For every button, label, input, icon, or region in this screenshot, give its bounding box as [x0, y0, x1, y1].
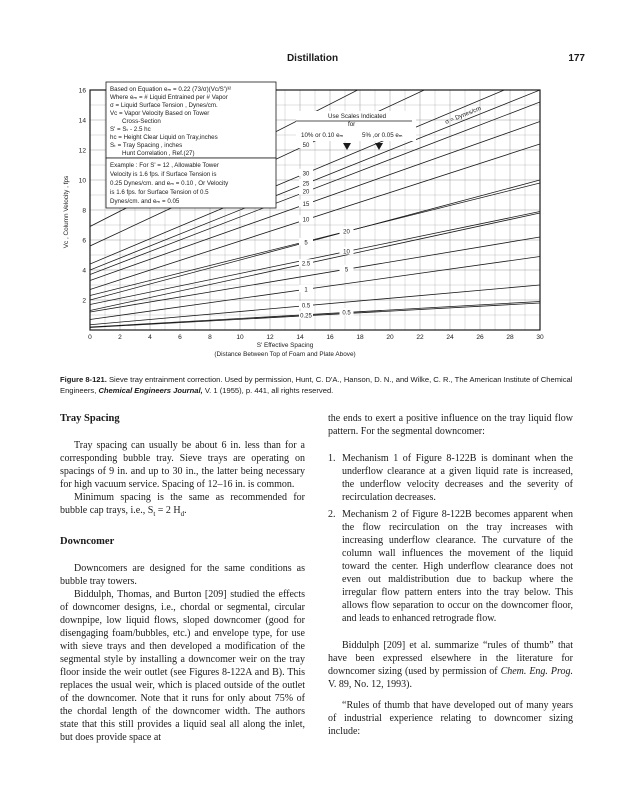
example-line: 0.25 Dynes/cm. and eₘ = 0.10 , Or Velocity — [110, 180, 229, 187]
scale-10-label: 10% or 0.10 eₘ — [301, 132, 344, 139]
page-number: 177 — [568, 53, 585, 64]
x-tick-label: 28 — [506, 334, 514, 341]
legend-line: Where eₘ = # Liquid Entrained per # Vapor — [110, 94, 228, 101]
legend-line: Hunt Correlation , Ref.(27) — [122, 150, 195, 157]
y-tick-label: 12 — [78, 147, 86, 155]
x-tick-label: 10 — [236, 334, 244, 341]
x-tick-label: 26 — [476, 334, 484, 341]
x-tick-label: 22 — [416, 334, 424, 341]
paragraph: “Rules of thumb that have developed out of many years of industrial experience relating to downcomer sizing include: — [328, 700, 573, 737]
line-10pct-label: 1 — [304, 287, 308, 294]
paragraph: Biddulph [209] et al. summarize “rules of thumb” that have been expressed elsewhere in the literature for downcomer sizing (used by permission of Chem. Eng. Prog. V. 89, No. 12, 1993). — [328, 640, 573, 690]
legend-line: hc = Height Clear Liquid on Tray,inches — [110, 134, 218, 141]
arrow-down-icon — [375, 143, 383, 150]
caption-text: Sieve tray entrainment correction. Used by permission, Hunt, C. D'A., Hanson, D. N., and Wilke, C. R., The American Institute of Chemical Engineers, — [60, 375, 573, 395]
x-axis-note: (Distance Between Top of Foam and Plate Above) — [214, 351, 356, 358]
y-tick-label: 6 — [82, 237, 86, 245]
legend-line: Sₜ = Tray Spacing , inches — [110, 142, 183, 149]
y-tick-label: 16 — [78, 87, 86, 95]
line-5pct-label: 0.5 — [342, 310, 351, 317]
x-tick-label: 8 — [208, 334, 212, 341]
line-10pct-label: 25 — [302, 181, 310, 188]
legend-line: Cross-Section — [122, 118, 161, 125]
scale-5-label: 5% ,or 0.05 eₘ — [362, 132, 403, 139]
paragraph: the ends to exert a positive influence on the tray liquid flow pattern. For the segmental downcomer: — [328, 413, 573, 437]
mechanism-list — [328, 452, 573, 625]
caption-tail: V. 1 (1955), p. 441, all rights reserved. — [204, 386, 334, 395]
x-tick-label: 2 — [118, 334, 122, 341]
x-tick-label: 20 — [386, 334, 394, 341]
line-10pct-label: 2.5 — [301, 261, 311, 268]
figure-label: Figure 8-121. — [60, 375, 107, 384]
x-tick-label: 0 — [88, 334, 92, 341]
x-tick-label: 4 — [148, 334, 152, 341]
scales-note: Use Scales Indicated — [328, 113, 387, 120]
list-item: 2. Mechanism 2 of Figure 8-122B becomes apparent when the flow recirculation on the tray increases with increasing underflow clearance. The curvature of the column wall influences the movement of the liquid toward the center. High underflow clearance does not even out maldistribution due to backup where the irregular flow pattern enters into the tray below. This allows flow separation to occur on the downcomer floor, and leads to enhanced retrograde flow. — [328, 509, 573, 624]
section-heading-downcomer: Downcomer — [60, 536, 115, 547]
y-tick-label: 14 — [78, 117, 86, 125]
line-10pct-label: 0.5 — [301, 303, 311, 310]
line-5pct-label: 10 — [343, 249, 350, 256]
caption-journal: Chemical Engineers Journal, — [98, 386, 203, 395]
x-tick-label: 18 — [356, 334, 364, 341]
sigma-note: σ = Dynes/cm — [444, 104, 483, 126]
y-tick-label: 2 — [82, 297, 86, 305]
paragraph: Tray spacing can usually be about 6 in. less than for a corresponding bubble tray. Sieve trays are operating on spacings of 9 in. and up to 30 in., the latter being necessary for high vacuum service. Spacing of 12–16 in. is common. — [60, 440, 305, 490]
legend-line: Based on Equation eₘ = 0.22 (73/σ)(Vc/S')³² — [110, 86, 232, 93]
example-line: is 1.6 fps. for Surface Tension of 0.5 — [110, 189, 209, 196]
y-tick-label: 10 — [78, 177, 86, 185]
legend-line: S' = Sₜ - 2.5 hc — [110, 126, 151, 133]
line-10pct-label: 50 — [302, 143, 310, 150]
line-10pct-label: 5 — [304, 240, 308, 247]
x-tick-label: 24 — [446, 334, 454, 341]
x-axis-label: S' Effective Spacing — [256, 342, 314, 349]
line-10pct-label: 15 — [302, 202, 310, 209]
x-tick-label: 6 — [178, 334, 182, 341]
line-10pct-label: 0.25 — [300, 313, 312, 320]
x-tick-label: 14 — [296, 334, 304, 341]
section-heading-tray-spacing: Tray Spacing — [60, 413, 120, 424]
x-tick-label: 30 — [536, 334, 544, 341]
arrow-down-icon — [343, 143, 351, 150]
line-10pct-label: 20 — [302, 189, 310, 196]
x-tick-label: 12 — [266, 334, 274, 341]
example-line: Dynes/cm. and eₘ = 0.05 — [110, 198, 180, 205]
y-tick-label: 8 — [82, 207, 86, 215]
scales-note-for: for — [348, 121, 356, 128]
running-header: Distillation — [286, 53, 339, 64]
example-line: Example : For S' = 12 , Allowable Tower — [110, 162, 219, 169]
line-5pct-label: 20 — [343, 229, 350, 236]
line-5pct-label: 5 — [344, 267, 349, 274]
list-item: 1. Mechanism 1 of Figure 8-122B is dominant when the underflow clearance at a given liquid rate is increased, the underflow velocity decreases and the severity of recirculation decreases. — [328, 453, 573, 503]
y-axis-label: Vc , Column Velocity , fps — [63, 175, 70, 249]
right-column — [328, 412, 573, 738]
line-10pct-label: 10 — [302, 217, 310, 224]
legend-line: Vc = Vapor Velocity Based on Tower — [110, 110, 210, 117]
paragraph: Minimum spacing is the same as recommended for bubble cap trays, i.e., $S_t = 2$ $H_d$. — [60, 492, 305, 518]
entrainment-chart — [60, 72, 560, 372]
left-column — [60, 412, 305, 744]
example-line: Velocity is 1.6 fps. if Surface Tension is — [110, 171, 217, 178]
line-10pct-label: 30 — [302, 171, 310, 178]
legend-line: σ = Liquid Surface Tension , Dynes/cm. — [110, 102, 218, 109]
figure-caption — [60, 374, 575, 396]
paragraph: Downcomers are designed for the same conditions as bubble tray towers. — [60, 563, 305, 587]
y-tick-label: 4 — [82, 267, 86, 275]
x-tick-label: 16 — [326, 334, 334, 341]
paragraph: Biddulph, Thomas, and Burton [209] studied the effects of downcomer designs, i.e., chordal or segmental, circular downpipe, low liquid flows, sloped downcomer (good for disengaging foam/bubbles, etc.) and envelope type, for use with sieve trays and then developed a modification of the segmental style by installing a downcomer weir on the tray floor inside the weir outlet (see Figures 8-122A and B). This replaces the usual weir, which is placed outside of the outlet of the downcomer. Note that it runs for only about 75% of the chordal length of the downcomer width. The authors state that this still provides a liquid seal all along the inlet, but does provide space at — [60, 589, 305, 743]
